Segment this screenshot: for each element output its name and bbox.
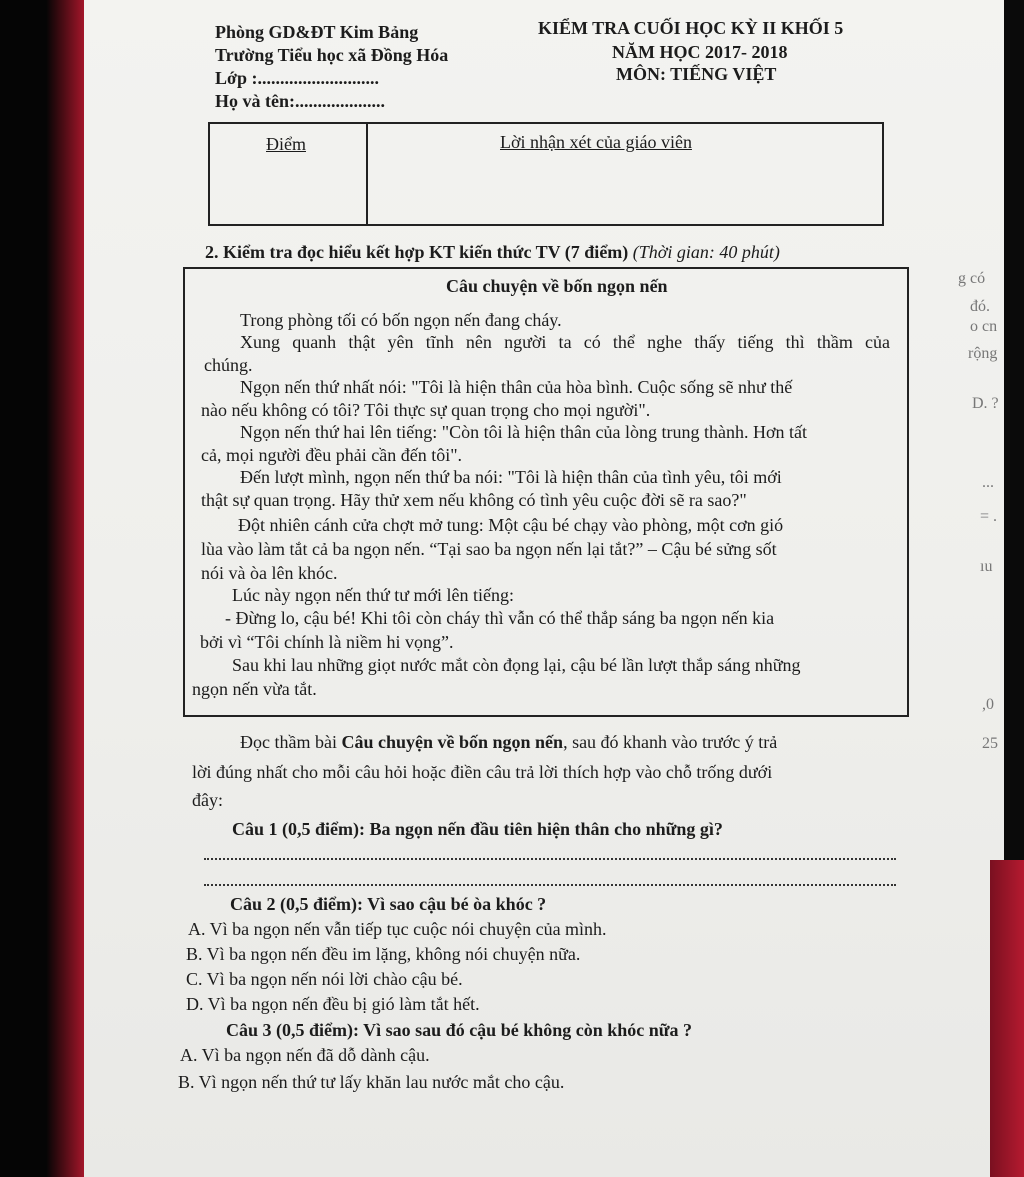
background-red-corner (990, 860, 1024, 1177)
story-line: bởi vì “Tôi chính là niềm hi vọng”. (200, 632, 454, 652)
header-school: Trường Tiểu học xã Đồng Hóa (215, 45, 449, 65)
side-fragment: = . (980, 508, 998, 525)
story-line: Đến lượt mình, ngọn nến thứ ba nói: "Tôi là hiện thân của tình yêu, tôi mới (240, 467, 782, 487)
header-class: Lớp :........................... (215, 68, 379, 88)
story-line: thật sự quan trọng. Hãy thử xem nếu không có tình yêu cuộc đời sẽ ra sao?" (201, 490, 747, 510)
side-fragment: ,0 (982, 696, 994, 713)
story-line: nói và òa lên khóc. (201, 563, 338, 583)
story-line: Trong phòng tối có bốn ngọn nến đang cháy. (240, 310, 562, 330)
header-department: Phòng GD&ĐT Kim Bảng (215, 22, 419, 42)
story-line: Đột nhiên cánh cửa chợt mở tung: Một cậu bé chạy vào phòng, một cơn gió (238, 515, 784, 535)
side-fragment: ıu (980, 558, 993, 575)
comment-label: Lời nhận xét của giáo viên (500, 132, 692, 152)
story-line: Lúc này ngọn nến thứ tư mới lên tiếng: (232, 585, 514, 605)
school-year: NĂM HỌC 2017- 2018 (612, 42, 788, 62)
exam-title: KIỂM TRA CUỐI HỌC KỲ II KHỐI 5 (538, 18, 844, 38)
q2-option-b[interactable]: B. Vì ba ngọn nến đều im lặng, không nói chuyện nữa. (186, 944, 581, 964)
side-fragment: D. ? (972, 395, 999, 412)
score-label: Điểm (266, 134, 306, 154)
story-title: Câu chuyện về bốn ngọn nến (446, 276, 668, 296)
answer-line-1[interactable] (204, 858, 896, 860)
story-line: Xung quanh thật yên tĩnh nên người ta có thể nghe thấy tiếng thì thầm của (240, 332, 890, 352)
section-time: (Thời gian: 40 phút) (632, 242, 780, 262)
section-title-text: 2. Kiểm tra đọc hiểu kết hợp KT kiến thức TV (7 điểm) (205, 242, 629, 262)
instruction-story-name: Câu chuyện về bốn ngọn nến (341, 732, 564, 752)
q3-option-b[interactable]: B. Vì ngọn nến thứ tư lấy khăn lau nước mắt cho cậu. (178, 1072, 565, 1092)
story-line: nào nếu không có tôi? Tôi thực sự quan trọng cho mọi người". (201, 400, 651, 420)
instruction-post: , sau đó khanh vào trước ý trả (563, 732, 778, 752)
side-fragment: đó. (970, 298, 990, 315)
instruction-pre: Đọc thầm bài (240, 732, 342, 752)
background-left (0, 0, 84, 1177)
story-line: - Đừng lo, cậu bé! Khi tôi còn cháy thì vẫn có thể thắp sáng ba ngọn nến kia (225, 608, 775, 628)
q2-option-c[interactable]: C. Vì ba ngọn nến nói lời chào cậu bé. (186, 969, 463, 989)
side-fragment: o cn (970, 318, 998, 335)
question-2: Câu 2 (0,5 điểm): Vì sao cậu bé òa khóc ? (230, 894, 547, 914)
q2-option-a[interactable]: A. Vì ba ngọn nến vẫn tiếp tục cuộc nói chuyện của mình. (188, 919, 607, 939)
instruction-line-2: lời đúng nhất cho mỗi câu hỏi hoặc điền câu trả lời thích hợp vào chỗ trống dưới (192, 762, 773, 782)
q3-option-a[interactable]: A. Vì ba ngọn nến đã dỗ dành cậu. (180, 1045, 430, 1065)
instruction-line (240, 732, 777, 753)
subject: MÔN: TIẾNG VIỆT (616, 64, 777, 84)
header-name: Họ và tên:.................... (215, 91, 385, 111)
question-3: Câu 3 (0,5 điểm): Vì sao sau đó cậu bé không còn khóc nữa ? (226, 1020, 693, 1040)
story-line: Ngọn nến thứ hai lên tiếng: "Còn tôi là hiện thân của lòng trung thành. Hơn tất (240, 422, 808, 442)
story-line: Sau khi lau những giọt nước mắt còn đọng lại, cậu bé lần lượt thắp sáng những (232, 655, 801, 675)
story-line: ngọn nến vừa tắt. (192, 679, 317, 699)
instruction-line-3: đây: (192, 790, 223, 810)
side-fragment: ... (982, 474, 994, 491)
grade-table-divider (366, 122, 368, 226)
side-fragment: g có (958, 270, 986, 287)
story-line: Ngọn nến thứ nhất nói: "Tôi là hiện thân của hòa bình. Cuộc sống sẽ như thế (240, 377, 793, 397)
answer-line-2[interactable] (204, 884, 896, 886)
question-1: Câu 1 (0,5 điểm): Ba ngọn nến đầu tiên hiện thân cho những gì? (232, 819, 723, 839)
side-fragment: rộng (968, 345, 998, 362)
story-line: chúng. (204, 355, 253, 375)
q2-option-d[interactable]: D. Vì ba ngọn nến đều bị gió làm tắt hết. (186, 994, 480, 1014)
side-fragment: 25 (982, 735, 998, 752)
section-title (205, 242, 780, 263)
background-right (1004, 0, 1024, 860)
story-line: cả, mọi người đều phải cần đến tôi". (201, 445, 463, 465)
story-line: lùa vào làm tắt cả ba ngọn nến. “Tại sao ba ngọn nến lại tắt?” – Cậu bé sửng sốt (201, 539, 777, 559)
